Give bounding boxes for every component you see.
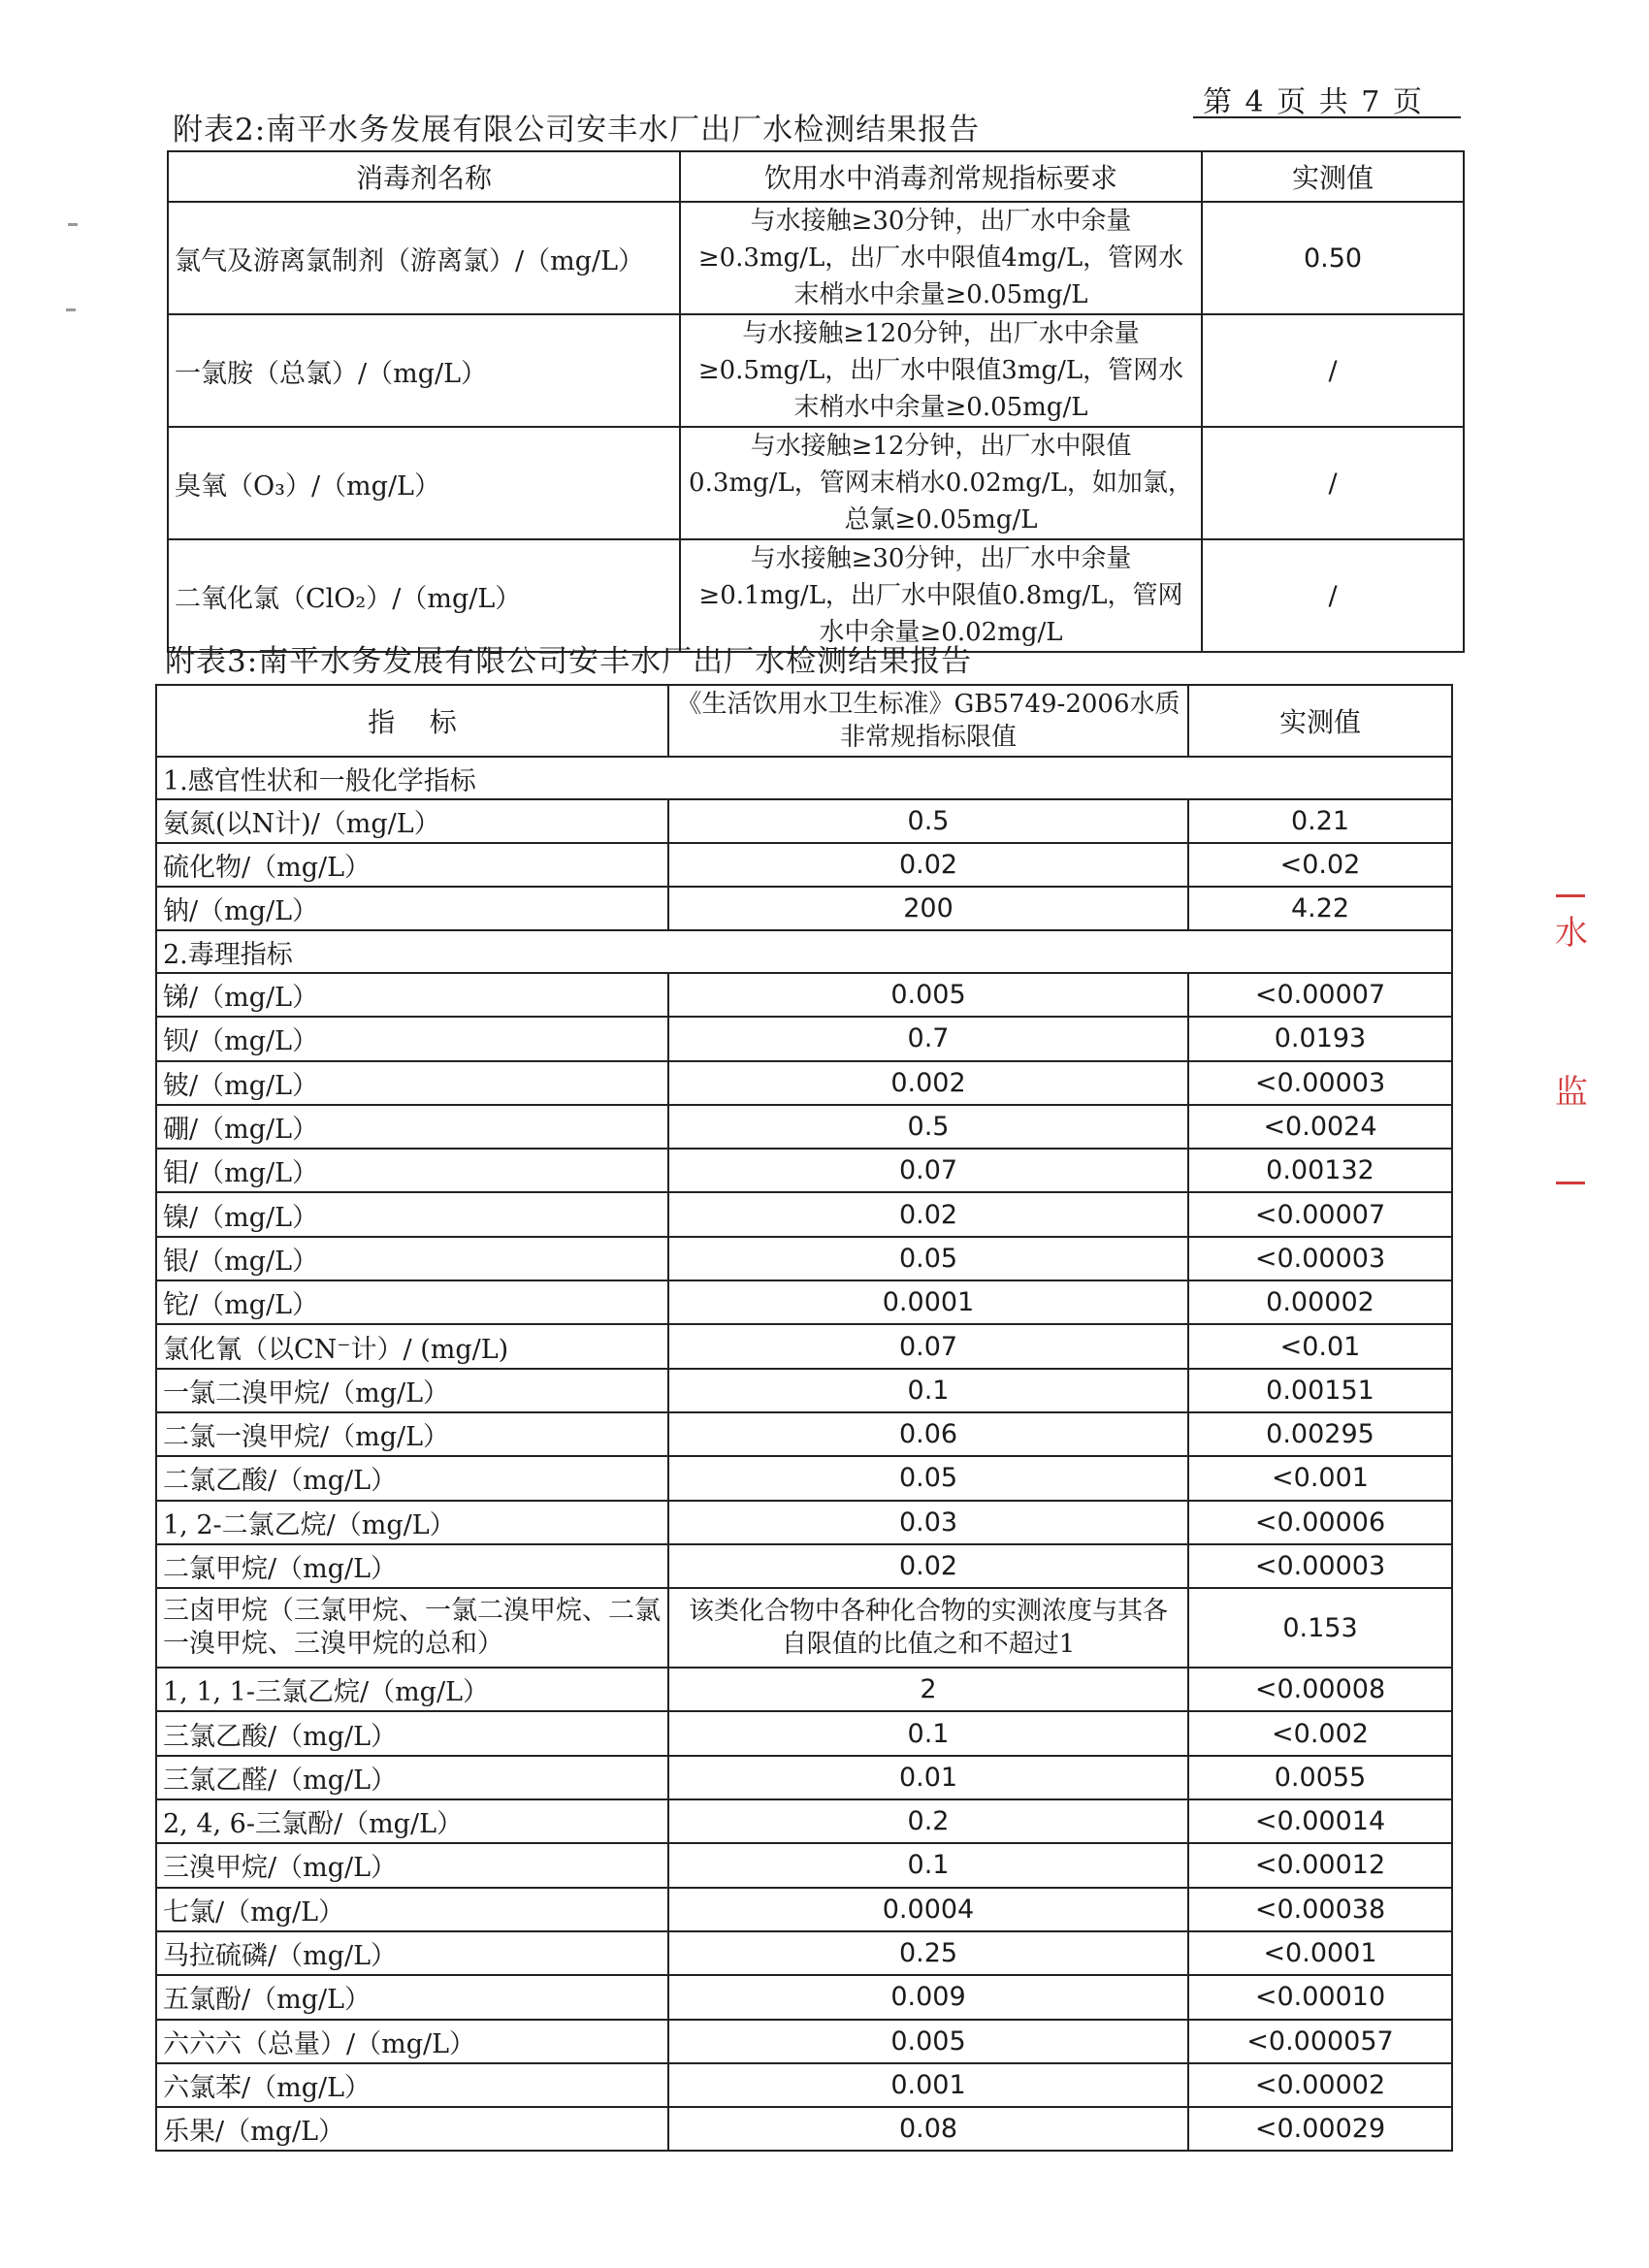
table3-cell-name: 钼/（mg/L）: [156, 1149, 668, 1192]
table3-header-value: 实测值: [1188, 685, 1452, 757]
table3-cell-limit: 0.08: [668, 2107, 1188, 2151]
table3-cell-value: <0.00012: [1188, 1843, 1452, 1887]
table3-cell-limit: 0.5: [668, 1105, 1188, 1149]
page-number: 第 4 页 共 7 页: [1203, 85, 1424, 119]
table3-cell-value: <0.00029: [1188, 2107, 1452, 2151]
table3-cell-limit: 0.002: [668, 1061, 1188, 1105]
table-row: [156, 1931, 1452, 1975]
table3-header-limit: 《生活饮用水卫生标准》GB5749-2006水质非常规指标限值: [668, 685, 1188, 757]
table3-cell-limit: 0.0001: [668, 1280, 1188, 1324]
table2-header-name: 消毒剂名称: [168, 151, 680, 202]
table3-cell-value: 0.153: [1188, 1588, 1452, 1668]
table3-header-name: 指 标: [156, 685, 668, 757]
table3-cell-name: 三氯乙醛/（mg/L）: [156, 1756, 668, 1799]
table2-row: [168, 314, 1464, 427]
table3-cell-limit: 0.05: [668, 1237, 1188, 1280]
table3-cell-name: 镍/（mg/L）: [156, 1192, 668, 1236]
table3-cell-value: <0.00008: [1188, 1668, 1452, 1711]
table2-cell-requirement: 与水接触≥12分钟，出厂水中限值0.3mg/L，管网末梢水0.02mg/L，如加氯，总氯≥0.05mg/L: [680, 427, 1202, 539]
table3-cell-value: <0.01: [1188, 1324, 1452, 1368]
stamp-char-1: 水: [1555, 914, 1588, 953]
table3-cell-value: 0.00295: [1188, 1412, 1452, 1456]
table3-cell-limit: 0.07: [668, 1149, 1188, 1192]
table3-cell-value: <0.00014: [1188, 1799, 1452, 1843]
table-row: [156, 1975, 1452, 2019]
table2-row: [168, 539, 1464, 652]
table3-cell-name: 钡/（mg/L）: [156, 1017, 668, 1060]
table3-cell-limit: 该类化合物中各种化合物的实测浓度与其各自限值的比值之和不超过1: [668, 1588, 1188, 1668]
table2-cell-name: 二氧化氯（ClO₂）/（mg/L）: [168, 539, 680, 652]
table3-cell-name: 锑/（mg/L）: [156, 973, 668, 1017]
table3-cell-limit: 0.03: [668, 1501, 1188, 1544]
table3-section-label: 2.毒理指标: [156, 930, 1452, 973]
table-row: [156, 843, 1452, 887]
table3-cell-value: <0.000057: [1188, 2020, 1452, 2063]
table3-cell-value: <0.001: [1188, 1456, 1452, 1500]
table3-cell-limit: 0.05: [668, 1456, 1188, 1500]
table3-cell-limit: 0.005: [668, 973, 1188, 1017]
table3-cell-limit: 2: [668, 1668, 1188, 1711]
table-row: [156, 1456, 1452, 1500]
table3-cell-name: 五氯酚/（mg/L）: [156, 1975, 668, 2019]
table3-cell-name: 二氯甲烷/（mg/L）: [156, 1544, 668, 1588]
table3-cell-value: <0.00038: [1188, 1888, 1452, 1931]
table3-cell-name: 六六六（总量）/（mg/L）: [156, 2020, 668, 2063]
table3-cell-value: 0.00002: [1188, 1280, 1452, 1324]
table2-cell-value: /: [1202, 427, 1464, 539]
red-seal-stamp: [1552, 892, 1591, 1203]
table3-cell-name: 2, 4, 6-三氯酚/（mg/L）: [156, 1799, 668, 1843]
table3-cell-name: 三氯乙酸/（mg/L）: [156, 1711, 668, 1755]
table3-cell-limit: 0.005: [668, 2020, 1188, 2063]
table3-cell-limit: 0.1: [668, 1843, 1188, 1887]
table3-cell-value: 4.22: [1188, 887, 1452, 930]
table2-header-value: 实测值: [1202, 151, 1464, 202]
table-row: [156, 2107, 1452, 2151]
table-row: [156, 1843, 1452, 1887]
table3-cell-name: 氯化氰（以CN⁻计）/ (mg/L): [156, 1324, 668, 1368]
table3-cell-limit: 0.06: [668, 1412, 1188, 1456]
table3-cell-limit: 0.2: [668, 1799, 1188, 1843]
table3-cell-name: 铊/（mg/L）: [156, 1280, 668, 1324]
table3-cell-limit: 0.5: [668, 799, 1188, 843]
table-row: [156, 1280, 1452, 1324]
table2-cell-requirement: 与水接触≥30分钟，出厂水中余量≥0.1mg/L，出厂水中限值0.8mg/L，管网水中余量≥0.02mg/L: [680, 539, 1202, 652]
table-row: [156, 1888, 1452, 1931]
table-row: [156, 2063, 1452, 2107]
table3-cell-name: 氨氮(以N计)/（mg/L）: [156, 799, 668, 843]
table3-cell-limit: 200: [668, 887, 1188, 930]
table3-cell-name: 三溴甲烷/（mg/L）: [156, 1843, 668, 1887]
table2-header-requirement: 饮用水中消毒剂常规指标要求: [680, 151, 1202, 202]
table3-cell-name: 三卤甲烷（三氯甲烷、一氯二溴甲烷、二氯一溴甲烷、三溴甲烷的总和）: [156, 1588, 668, 1668]
stamp-char-2: [1552, 955, 1591, 1032]
table3-cell-name: 七氯/（mg/L）: [156, 1888, 668, 1931]
table3-cell-limit: 0.02: [668, 843, 1188, 887]
table2-cell-value: 0.50: [1202, 202, 1464, 314]
table3-cell-name: 马拉硫磷/（mg/L）: [156, 1931, 668, 1975]
table3-cell-name: 硼/（mg/L）: [156, 1105, 668, 1149]
table3-cell-value: <0.00010: [1188, 1975, 1452, 2019]
table3-cell-limit: 0.001: [668, 2063, 1188, 2107]
table3-cell-value: <0.0001: [1188, 1931, 1452, 1975]
table3-cell-value: <0.00003: [1188, 1061, 1452, 1105]
table3-cell-name: 银/（mg/L）: [156, 1237, 668, 1280]
table2-header-row: [168, 151, 1464, 202]
table2-cell-value: /: [1202, 314, 1464, 427]
table3-cell-limit: 0.1: [668, 1369, 1188, 1412]
table2-cell-name: 一氯胺（总氯）/（mg/L）: [168, 314, 680, 427]
table-row: [156, 1668, 1452, 1711]
table3-cell-value: 0.21: [1188, 799, 1452, 843]
table3-cell-name: 二氯一溴甲烷/（mg/L）: [156, 1412, 668, 1456]
table3-cell-limit: 0.01: [668, 1756, 1188, 1799]
table3-cell-value: 0.0193: [1188, 1017, 1452, 1060]
table2-row: [168, 202, 1464, 314]
table3-cell-value: <0.00006: [1188, 1501, 1452, 1544]
table-row: [156, 1061, 1452, 1105]
table3-cell-limit: 0.25: [668, 1931, 1188, 1975]
table2-cell-requirement: 与水接触≥120分钟，出厂水中余量≥0.5mg/L，出厂水中限值3mg/L，管网水末梢水中余量≥0.05mg/L: [680, 314, 1202, 427]
table3-cell-name: 钠/（mg/L）: [156, 887, 668, 930]
table3-cell-value: 0.00132: [1188, 1149, 1452, 1192]
table-row: [156, 1149, 1452, 1192]
table-row: [156, 1756, 1452, 1799]
table3-cell-name: 铍/（mg/L）: [156, 1061, 668, 1105]
table3-cell-name: 六氯苯/（mg/L）: [156, 2063, 668, 2107]
table3-cell-limit: 0.7: [668, 1017, 1188, 1060]
table3: [155, 684, 1453, 2152]
table3-cell-name: 二氯乙酸/（mg/L）: [156, 1456, 668, 1500]
scan-mark: [66, 308, 76, 311]
table3-cell-value: <0.00007: [1188, 1192, 1452, 1236]
table-row: [156, 2020, 1452, 2063]
table-row: [156, 1711, 1452, 1755]
table2-cell-name: 氯气及游离氯制剂（游离氯）/（mg/L）: [168, 202, 680, 314]
table3-row-trihalomethane: [156, 1588, 1452, 1668]
table3-cell-name: 硫化物/（mg/L）: [156, 843, 668, 887]
table3-section-row: [156, 757, 1452, 799]
table-row: [156, 1324, 1452, 1368]
table-row: [156, 1544, 1452, 1588]
table3-cell-name: 一氯二溴甲烷/（mg/L）: [156, 1369, 668, 1412]
stamp-char-3: 监: [1555, 1073, 1588, 1112]
table3-cell-value: 0.0055: [1188, 1756, 1452, 1799]
table3-title: 附表3:南平水务发展有限公司安丰水厂出厂水检测结果报告: [165, 644, 973, 679]
table3-cell-value: <0.00003: [1188, 1544, 1452, 1588]
table-row: [156, 799, 1452, 843]
table3-cell-value: <0.0024: [1188, 1105, 1452, 1149]
table-row: [156, 887, 1452, 930]
table-row: [156, 1369, 1452, 1412]
table3-cell-limit: 0.0004: [668, 1888, 1188, 1931]
table3-cell-value: 0.00151: [1188, 1369, 1452, 1412]
table3-cell-value: <0.00002: [1188, 2063, 1452, 2107]
scan-mark: [68, 223, 78, 226]
table3-cell-limit: 0.009: [668, 1975, 1188, 2019]
table-row: [156, 1412, 1452, 1456]
table3-cell-limit: 0.1: [668, 1711, 1188, 1755]
table-row: [156, 1017, 1452, 1060]
table-row: [156, 1105, 1452, 1149]
table3-section-label: 1.感官性状和一般化学指标: [156, 757, 1452, 799]
table2-row: [168, 427, 1464, 539]
stamp-edge-bottom: [1556, 1182, 1585, 1184]
table-row: [156, 1192, 1452, 1236]
table3-cell-value: <0.00003: [1188, 1237, 1452, 1280]
table3-cell-limit: 0.02: [668, 1192, 1188, 1236]
table3-cell-value: <0.02: [1188, 843, 1452, 887]
table3-header-row: [156, 685, 1452, 757]
table3-cell-limit: 0.02: [668, 1544, 1188, 1588]
table2-cell-value: /: [1202, 539, 1464, 652]
page-number-underline: [1193, 116, 1461, 118]
table3-section-row: [156, 930, 1452, 973]
table3-cell-value: <0.002: [1188, 1711, 1452, 1755]
table-row: [156, 1501, 1452, 1544]
table3-cell-name: 1, 1, 1-三氯乙烷/（mg/L）: [156, 1668, 668, 1711]
table3-cell-value: <0.00007: [1188, 973, 1452, 1017]
table3-cell-name: 乐果/（mg/L）: [156, 2107, 668, 2151]
table-row: [156, 973, 1452, 1017]
table-row: [156, 1237, 1452, 1280]
table3-cell-limit: 0.07: [668, 1324, 1188, 1368]
table2-cell-name: 臭氧（O₃）/（mg/L）: [168, 427, 680, 539]
table3-cell-name: 1, 2-二氯乙烷/（mg/L）: [156, 1501, 668, 1544]
table-row: [156, 1799, 1452, 1843]
table2-title: 附表2:南平水务发展有限公司安丰水厂出厂水检测结果报告: [173, 113, 981, 147]
table2-cell-requirement: 与水接触≥30分钟，出厂水中余量≥0.3mg/L，出厂水中限值4mg/L，管网水末梢水中余量≥0.05mg/L: [680, 202, 1202, 314]
table2: [167, 150, 1465, 653]
